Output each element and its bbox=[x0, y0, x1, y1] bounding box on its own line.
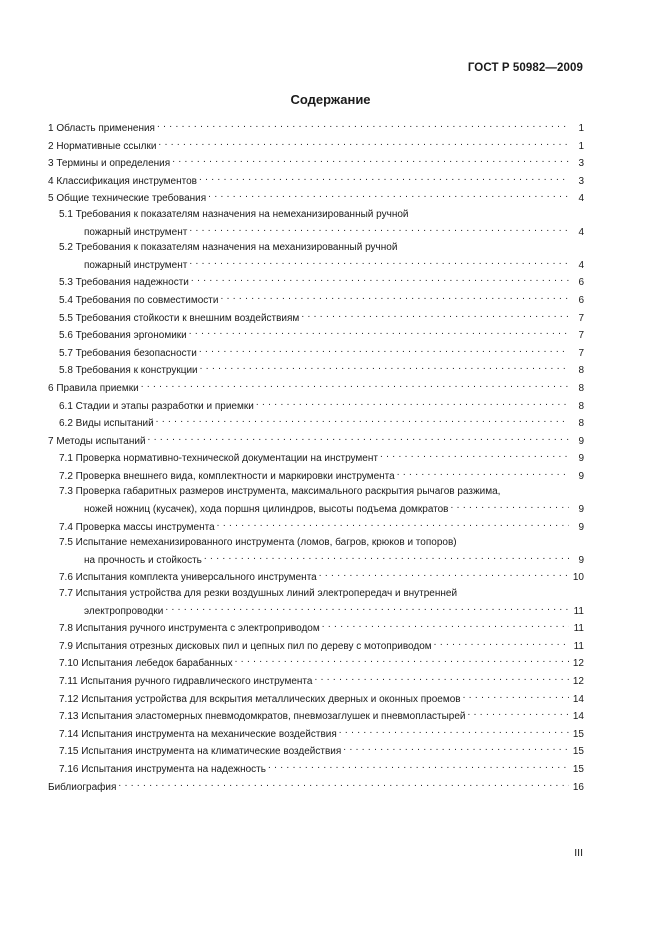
dot-leader bbox=[172, 154, 569, 166]
toc-entry-page: 8 bbox=[578, 418, 584, 430]
toc-entry-page: 9 bbox=[578, 521, 584, 533]
toc-entry[interactable] bbox=[48, 273, 584, 291]
toc-entry-title: 7.1 Проверка нормативно-технической документации на инструмент bbox=[59, 453, 378, 465]
toc-entry-title: 7.14 Испытания инструмента на механические воздействия bbox=[59, 728, 337, 740]
dot-leader bbox=[380, 449, 569, 461]
toc-entry-page: 4 bbox=[578, 193, 584, 205]
toc-entry-line bbox=[48, 742, 584, 760]
toc-entry-line bbox=[48, 207, 584, 223]
toc-entry-line bbox=[48, 291, 584, 309]
toc-entry-title: 7.9 Испытания отрезных дисковых пил и цепных пил по дереву с мотоприводом bbox=[59, 640, 432, 652]
dot-leader bbox=[157, 119, 569, 131]
dot-leader bbox=[217, 518, 569, 530]
toc-entry-title: 1 Область применения bbox=[48, 123, 155, 134]
dot-leader bbox=[343, 742, 569, 754]
toc-entry-page: 15 bbox=[572, 746, 584, 758]
toc-entry-title: 5.7 Требования безопасности bbox=[59, 347, 197, 359]
toc-entry[interactable] bbox=[48, 725, 584, 743]
toc-entry-title: 7.6 Испытания комплекта универсального инструмента bbox=[59, 572, 317, 584]
toc-entry-line bbox=[48, 568, 584, 586]
dot-leader bbox=[204, 551, 569, 563]
dot-leader bbox=[156, 414, 569, 426]
toc-entry-page: 9 bbox=[578, 470, 584, 482]
toc-entry-page: 15 bbox=[572, 728, 584, 740]
toc-entry-title: 7.8 Испытания ручного инструмента с электроприводом bbox=[59, 623, 320, 635]
toc-entry[interactable] bbox=[48, 207, 584, 240]
toc-entry-page: 11 bbox=[573, 640, 584, 652]
toc-entry-title: 5.6 Требования эргономики bbox=[59, 330, 187, 342]
toc-entry[interactable] bbox=[48, 189, 584, 207]
dot-leader bbox=[200, 361, 569, 373]
toc-entry-title: 5.5 Требования стойкости к внешним воздействиям bbox=[59, 312, 300, 324]
dot-leader bbox=[256, 397, 569, 409]
toc-entry-title: 5.2 Требования к показателям назначения на механизированный ручной bbox=[59, 242, 398, 254]
toc-entry-title: 3 Термины и определения bbox=[48, 158, 171, 170]
toc-entry[interactable] bbox=[48, 172, 584, 190]
toc-entry[interactable] bbox=[48, 432, 584, 450]
toc-entry-title: 7.5 Испытание немеханизированного инструмента (ломов, багров, крюков и топоров) bbox=[59, 537, 457, 549]
toc-entry-title: 7 Методы испытаний bbox=[48, 435, 146, 447]
dot-leader bbox=[208, 189, 569, 201]
toc-entry[interactable] bbox=[48, 518, 584, 536]
dot-leader bbox=[467, 707, 569, 719]
toc-entry-title: электропроводки bbox=[84, 605, 164, 617]
toc-entry-page: 12 bbox=[572, 676, 584, 687]
toc-entry[interactable] bbox=[48, 742, 584, 760]
toc-entry-page: 9 bbox=[578, 435, 584, 447]
toc-entry-page: 1 bbox=[578, 140, 584, 152]
table-of-contents bbox=[48, 119, 584, 795]
dot-leader bbox=[220, 291, 569, 303]
toc-entry-title: Библиография bbox=[48, 781, 117, 793]
toc-entry-title: 5.3 Требования надежности bbox=[59, 277, 189, 289]
dot-leader bbox=[141, 379, 569, 391]
toc-entry-page: 11 bbox=[573, 605, 584, 617]
toc-entry-line bbox=[48, 240, 584, 256]
dot-leader bbox=[463, 690, 569, 702]
toc-entry[interactable] bbox=[48, 778, 584, 796]
toc-entry-title: 7.16 Испытания инструмента на надежность bbox=[59, 763, 266, 775]
toc-entry[interactable] bbox=[48, 690, 584, 708]
toc-entry-page: 4 bbox=[578, 226, 584, 238]
toc-entry-line bbox=[48, 172, 584, 190]
toc-entry-title: 7.13 Испытания эластомерных пневмодомкратов, пневмозаглушек и пневмопластырей bbox=[59, 711, 466, 723]
toc-entry-line bbox=[48, 760, 584, 778]
toc-entry-title: 7.12 Испытания устройства для вскрытия металлических дверных и оконных проемов bbox=[59, 693, 461, 705]
toc-entry[interactable] bbox=[48, 654, 584, 672]
toc-entry-title: 7.3 Проверка габаритных размеров инструмента, максимального раскрытия рычагов разжима, bbox=[59, 486, 501, 498]
page-number: III bbox=[574, 847, 583, 859]
toc-entry-page: 3 bbox=[578, 158, 584, 170]
toc-entry-line bbox=[48, 344, 584, 362]
dot-leader bbox=[268, 760, 569, 772]
dot-leader bbox=[322, 619, 569, 631]
toc-entry-title: 7.15 Испытания инструмента на климатические воздействия bbox=[59, 746, 342, 758]
toc-entry-line bbox=[48, 432, 584, 450]
toc-entry[interactable] bbox=[48, 535, 584, 568]
dot-leader bbox=[434, 637, 569, 649]
dot-leader bbox=[158, 137, 569, 149]
dot-leader bbox=[319, 568, 569, 580]
toc-entry-title: 7.4 Проверка массы инструмента bbox=[59, 521, 215, 533]
toc-entry-line bbox=[48, 326, 584, 344]
toc-entry[interactable] bbox=[48, 568, 584, 586]
toc-entry[interactable] bbox=[48, 707, 584, 725]
toc-entry-page: 1 bbox=[578, 123, 584, 134]
toc-entry[interactable] bbox=[48, 291, 584, 309]
dot-leader bbox=[189, 326, 569, 338]
dot-leader bbox=[165, 602, 569, 614]
toc-entry-line bbox=[48, 119, 584, 137]
toc-entry-line bbox=[48, 223, 584, 241]
toc-entry-title: 5.8 Требования к конструкции bbox=[59, 365, 198, 377]
toc-entry[interactable] bbox=[48, 326, 584, 344]
toc-entry[interactable] bbox=[48, 619, 584, 637]
toc-entry-page: 10 bbox=[572, 572, 584, 584]
toc-entry-page: 14 bbox=[572, 711, 584, 723]
toc-entry-line bbox=[48, 535, 584, 551]
toc-entry-page: 12 bbox=[572, 658, 584, 670]
dot-leader bbox=[314, 672, 569, 684]
toc-entry[interactable] bbox=[48, 137, 584, 155]
toc-entry-title: 2 Нормативные ссылки bbox=[48, 140, 157, 152]
toc-entry-title: 4 Классификация инструментов bbox=[48, 175, 197, 187]
toc-entry[interactable] bbox=[48, 154, 584, 172]
toc-entry-line bbox=[48, 778, 584, 796]
toc-entry[interactable] bbox=[48, 637, 584, 655]
toc-entry[interactable] bbox=[48, 344, 584, 362]
toc-entry-line bbox=[48, 273, 584, 291]
toc-entry-title: пожарный инструмент bbox=[84, 226, 188, 238]
toc-entry-line bbox=[48, 518, 584, 536]
toc-entry-page: 6 bbox=[578, 294, 584, 306]
toc-entry[interactable] bbox=[48, 484, 584, 517]
document-code: ГОСТ Р 50982—2009 bbox=[467, 62, 583, 74]
toc-entry-page: 3 bbox=[578, 175, 584, 187]
toc-entry-page: 8 bbox=[578, 382, 584, 394]
toc-entry-line bbox=[48, 449, 584, 467]
toc-entry-page: 8 bbox=[578, 365, 584, 377]
dot-leader bbox=[118, 778, 569, 790]
toc-entry-line bbox=[48, 397, 584, 415]
dot-leader bbox=[301, 309, 569, 321]
toc-entry[interactable] bbox=[48, 379, 584, 397]
toc-entry[interactable] bbox=[48, 119, 584, 137]
toc-entry-title: ножей ножниц (кусачек), хода поршня цилиндров, высоты подъема домкратов bbox=[84, 504, 449, 516]
toc-entry[interactable] bbox=[48, 240, 584, 273]
toc-entry-page: 16 bbox=[572, 781, 584, 793]
toc-entry-page: 9 bbox=[578, 554, 584, 566]
toc-entry-title: 7.7 Испытания устройства для резки воздушных линий электропередач и внутренней bbox=[59, 588, 458, 600]
toc-entry-title: 5.4 Требования по совместимости bbox=[59, 294, 219, 306]
toc-entry[interactable] bbox=[48, 361, 584, 379]
toc-entry-title: 7.2 Проверка внешнего вида, комплектности и маркировки инструмента bbox=[59, 470, 395, 482]
toc-entry-line bbox=[48, 500, 584, 518]
toc-entry[interactable] bbox=[48, 760, 584, 778]
toc-entry-line bbox=[48, 154, 584, 172]
toc-entry-page: 8 bbox=[578, 400, 584, 412]
toc-entry[interactable] bbox=[48, 414, 584, 432]
toc-entry-title: 6.1 Стадии и этапы разработки и приемки bbox=[59, 400, 254, 412]
toc-entry[interactable] bbox=[48, 467, 584, 485]
dot-leader bbox=[189, 256, 569, 268]
toc-entry-line bbox=[48, 467, 584, 485]
dot-leader bbox=[235, 654, 569, 666]
dot-leader bbox=[189, 223, 569, 235]
toc-entry-line bbox=[48, 672, 584, 690]
toc-entry[interactable] bbox=[48, 672, 584, 690]
toc-entry-line bbox=[48, 637, 584, 655]
toc-entry-page: 9 bbox=[578, 504, 584, 516]
dot-leader bbox=[199, 344, 569, 356]
toc-entry-line bbox=[48, 725, 584, 743]
toc-entry[interactable] bbox=[48, 309, 584, 327]
dot-leader bbox=[199, 172, 569, 184]
dot-leader bbox=[451, 500, 570, 512]
toc-entry-page: 4 bbox=[578, 259, 584, 271]
dot-leader bbox=[148, 432, 569, 444]
toc-title: Содержание bbox=[290, 92, 371, 107]
toc-entry-title: пожарный инструмент bbox=[84, 259, 188, 271]
toc-entry-line bbox=[48, 361, 584, 379]
toc-entry-page: 14 bbox=[572, 693, 584, 705]
toc-entry[interactable] bbox=[48, 397, 584, 415]
toc-entry-title: 6.2 Виды испытаний bbox=[59, 418, 154, 430]
toc-entry-line bbox=[48, 586, 584, 602]
dot-leader bbox=[339, 725, 569, 737]
toc-entry-line bbox=[48, 551, 584, 569]
toc-entry-title: 7.10 Испытания лебедок барабанных bbox=[59, 658, 233, 670]
toc-entry-line bbox=[48, 137, 584, 155]
dot-leader bbox=[397, 467, 569, 479]
toc-entry-page: 11 bbox=[573, 623, 584, 635]
toc-entry-line bbox=[48, 690, 584, 708]
toc-entry-page: 9 bbox=[578, 453, 584, 465]
toc-entry-page: 15 bbox=[572, 763, 584, 775]
toc-entry-page: 6 bbox=[578, 277, 584, 289]
toc-entry-line bbox=[48, 654, 584, 672]
toc-entry-page: 7 bbox=[578, 330, 584, 342]
toc-entry-title: 7.11 Испытания ручного гидравлического инструмента bbox=[59, 676, 313, 687]
toc-entry-title: 5 Общие технические требования bbox=[48, 193, 207, 205]
toc-entry-page: 7 bbox=[578, 347, 584, 359]
toc-entry-title: 6 Правила приемки bbox=[48, 382, 139, 394]
toc-entry-line bbox=[48, 309, 584, 327]
toc-entry-line bbox=[48, 619, 584, 637]
toc-entry-line bbox=[48, 256, 584, 274]
toc-entry-line bbox=[48, 379, 584, 397]
toc-entry[interactable] bbox=[48, 586, 584, 619]
toc-entry-line bbox=[48, 484, 584, 500]
toc-entry-page: 7 bbox=[578, 312, 584, 324]
toc-entry-line bbox=[48, 189, 584, 207]
toc-entry-line bbox=[48, 707, 584, 725]
toc-entry-title: на прочность и стойкость bbox=[84, 554, 202, 566]
dot-leader bbox=[191, 273, 569, 285]
toc-entry-line bbox=[48, 414, 584, 432]
toc-entry-title: 5.1 Требования к показателям назначения на немеханизированный ручной bbox=[59, 208, 409, 220]
toc-entry[interactable] bbox=[48, 449, 584, 467]
toc-entry-line bbox=[48, 602, 584, 620]
